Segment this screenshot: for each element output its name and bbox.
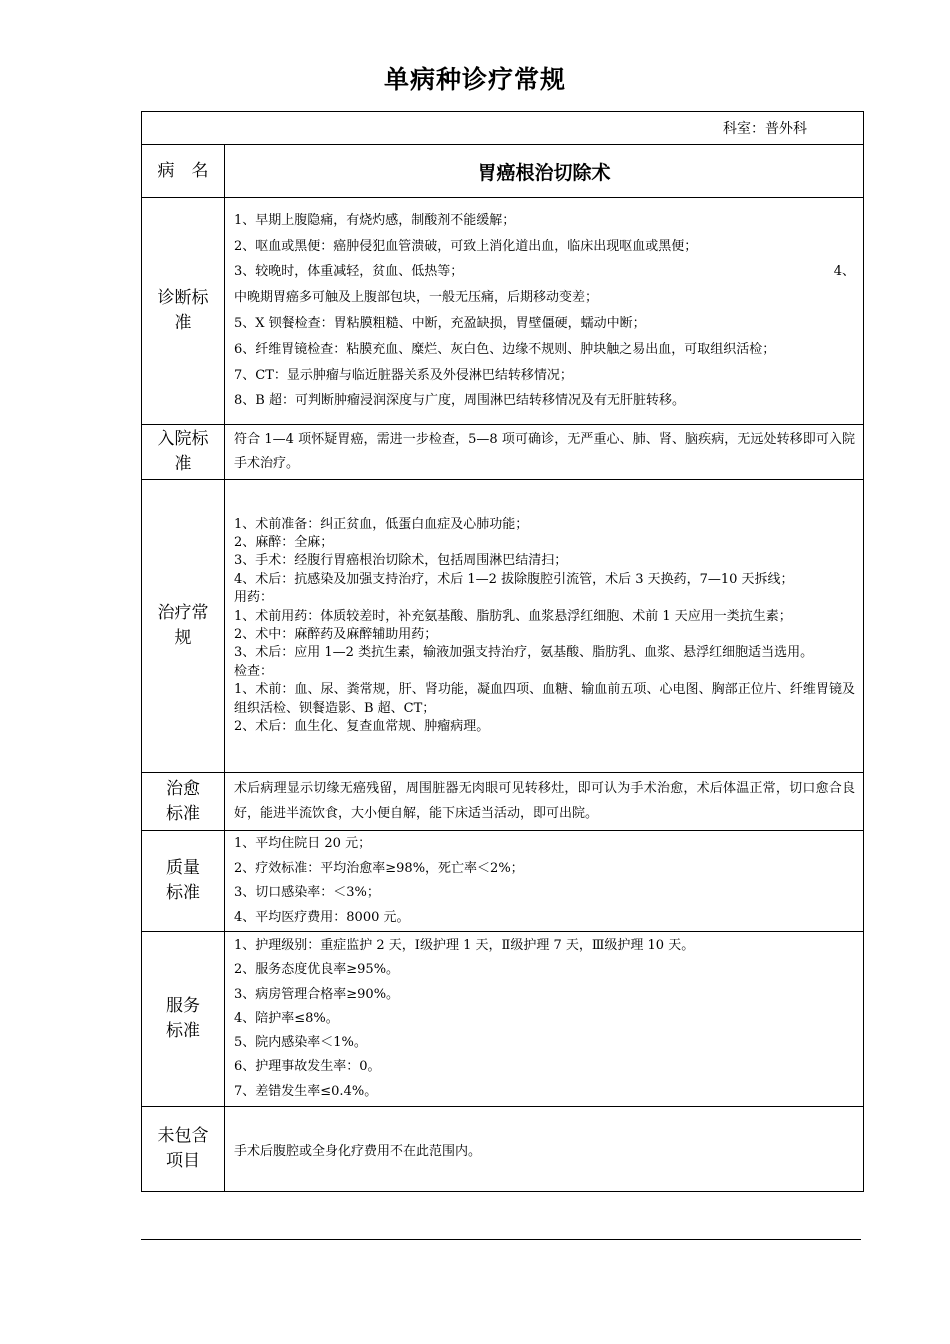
disease-label: 病 名 — [142, 145, 225, 198]
quality-item: 1、平均住院日 20 元； — [234, 836, 372, 851]
admission-label — [142, 425, 225, 480]
treatment-item: 1、术前准备：纠正贫血，低蛋白血症及心肺功能； — [234, 516, 529, 532]
excluded-content — [225, 1107, 864, 1192]
service-item: 2、服务态度优良率≥95%。 — [234, 962, 400, 978]
service-content — [225, 932, 864, 1107]
diagnosis-item: 3、较晚时，体重减轻，贫血、低热等； — [234, 264, 464, 280]
quality-row — [142, 831, 864, 932]
treatment-row — [142, 480, 864, 773]
cure-label — [142, 773, 225, 831]
treatment-item: 2、术后：血生化、复查血常规、肿瘤病理。 — [234, 719, 490, 735]
diagnosis-label — [142, 198, 225, 425]
treatment-item: 1、术前用药：体质较差时，补充氨基酸、脂肪乳、血浆悬浮红细胞、术前 1 天应用一类抗生素； — [234, 608, 792, 624]
quality-label — [142, 831, 225, 932]
service-row — [142, 932, 864, 1107]
treatment-subheading: 用药： — [234, 590, 274, 606]
diagnosis-item: 中晚期胃癌多可触及上腹部包块，一般无压痛，后期移动变差； — [234, 290, 599, 306]
service-label — [142, 932, 225, 1107]
excluded-label-text: 未包含项目 — [157, 1126, 209, 1171]
diagnosis-item: 6、纤维胃镜检查：粘膜充血、糜烂、灰白色、边缘不规则、肿块触之易出血，可取组织活检； — [234, 341, 776, 357]
service-item: 7、差错发生率≤0.4%。 — [234, 1083, 378, 1099]
document-title: 单病种诊疗常规 — [383, 65, 566, 94]
diagnosis-item: 8、B 超：可判断肿瘤浸润深度与广度，周围淋巴结转移情况及有无肝脏转移。 — [234, 393, 685, 409]
service-item: 1、护理级别：重症监护 2 天，Ⅰ级护理 1 天，Ⅱ级护理 7 天，Ⅲ级护理 10 天。 — [234, 938, 695, 954]
diagnosis-item: 5、X 钡餐检查：胃粘膜粗糙、中断，充盈缺损，胃壁僵硬，蠕动中断； — [234, 316, 646, 331]
disease-row — [142, 145, 864, 198]
treatment-content — [225, 480, 864, 773]
diagnosis-content — [225, 198, 864, 425]
treatment-item: 3、术后：应用 1—2 类抗生素，输液加强支持治疗，氨基酸、脂肪乳、血浆、悬浮红细胞适当选用。 — [234, 645, 814, 661]
excluded-label — [142, 1107, 225, 1192]
treatment-subheading: 检查： — [234, 663, 274, 679]
quality-item: 3、切口感染率：＜3%； — [234, 885, 380, 900]
diagnosis-label-text: 诊断标准 — [157, 288, 209, 333]
service-label-text: 服务标准 — [166, 996, 200, 1041]
cure-label-text: 治愈标准 — [166, 778, 200, 824]
department-label: 科室：普外科 — [142, 112, 864, 145]
treatment-item: 3、手术：经腹行胃癌根治切除术，包括周围淋巴结清扫； — [234, 553, 568, 569]
quality-item: 2、疗效标准：平均治愈率≥98%，死亡率＜2%； — [234, 860, 524, 876]
cure-row — [142, 773, 864, 831]
treatment-item: 1、术前：血、尿、粪常规，肝、肾功能，凝血四项、血糖、输血前五项、心电图、胸部正位片、纤维胃镜及组织活检、钡餐造影、B 超、CT； — [234, 682, 855, 716]
treatment-label-text: 治疗常规 — [157, 603, 209, 648]
footer-rule — [141, 1239, 861, 1240]
admission-text: 符合 1—4 项怀疑胃癌，需进一步检查，5—8 项可确诊，无严重心、肺、肾、脑疾病，无远处转移即可入院手术治疗。 — [234, 431, 855, 471]
cure-content — [225, 773, 864, 831]
regulation-table — [141, 111, 864, 1192]
disease-name: 胃癌根治切除术 — [225, 145, 864, 198]
admission-label-text: 入院标准 — [157, 429, 209, 474]
quality-label-text: 质量标准 — [166, 858, 200, 903]
excluded-row — [142, 1107, 864, 1192]
admission-content — [225, 425, 864, 480]
diagnosis-item-number: 4、 — [833, 264, 855, 280]
service-item: 5、院内感染率＜1%。 — [234, 1035, 367, 1051]
excluded-text: 手术后腹腔或全身化疗费用不在此范围内。 — [234, 1143, 482, 1159]
quality-content — [225, 831, 864, 932]
quality-item: 4、平均医疗费用：8000 元。 — [234, 909, 410, 925]
diagnosis-item: 7、CT：显示肿瘤与临近脏器关系及外侵淋巴结转移情况； — [234, 367, 573, 383]
service-item: 3、病房管理合格率≥90%。 — [234, 986, 400, 1002]
treatment-item: 2、术中：麻醉药及麻醉辅助用药； — [234, 627, 438, 642]
diagnosis-item-split — [234, 259, 855, 285]
department-row — [142, 112, 864, 145]
treatment-item: 2、麻醉：全麻； — [234, 534, 334, 550]
cure-text: 术后病理显示切缘无癌残留，周围脏器无肉眼可见转移灶，即可认为手术治愈，术后体温正常，切口愈合良好，能进半流饮食，大小便自解，能下床适当活动，即可出院。 — [234, 781, 855, 821]
diagnosis-item: 1、早期上腹隐痛，有烧灼感，制酸剂不能缓解； — [234, 212, 516, 228]
treatment-label — [142, 480, 225, 773]
diagnosis-item: 2、呕血或黑便：癌肿侵犯血管溃破，可致上消化道出血，临床出现呕血或黑便； — [234, 238, 698, 254]
admission-row — [142, 425, 864, 480]
treatment-item: 4、术后：抗感染及加强支持治疗，术后 1—2 拔除腹腔引流管，术后 3 天换药，7—10 天拆线； — [234, 571, 794, 587]
service-item: 4、陪护率≤8%。 — [234, 1010, 339, 1026]
diagnosis-row — [142, 198, 864, 425]
service-item: 6、护理事故发生率：0。 — [234, 1059, 381, 1075]
